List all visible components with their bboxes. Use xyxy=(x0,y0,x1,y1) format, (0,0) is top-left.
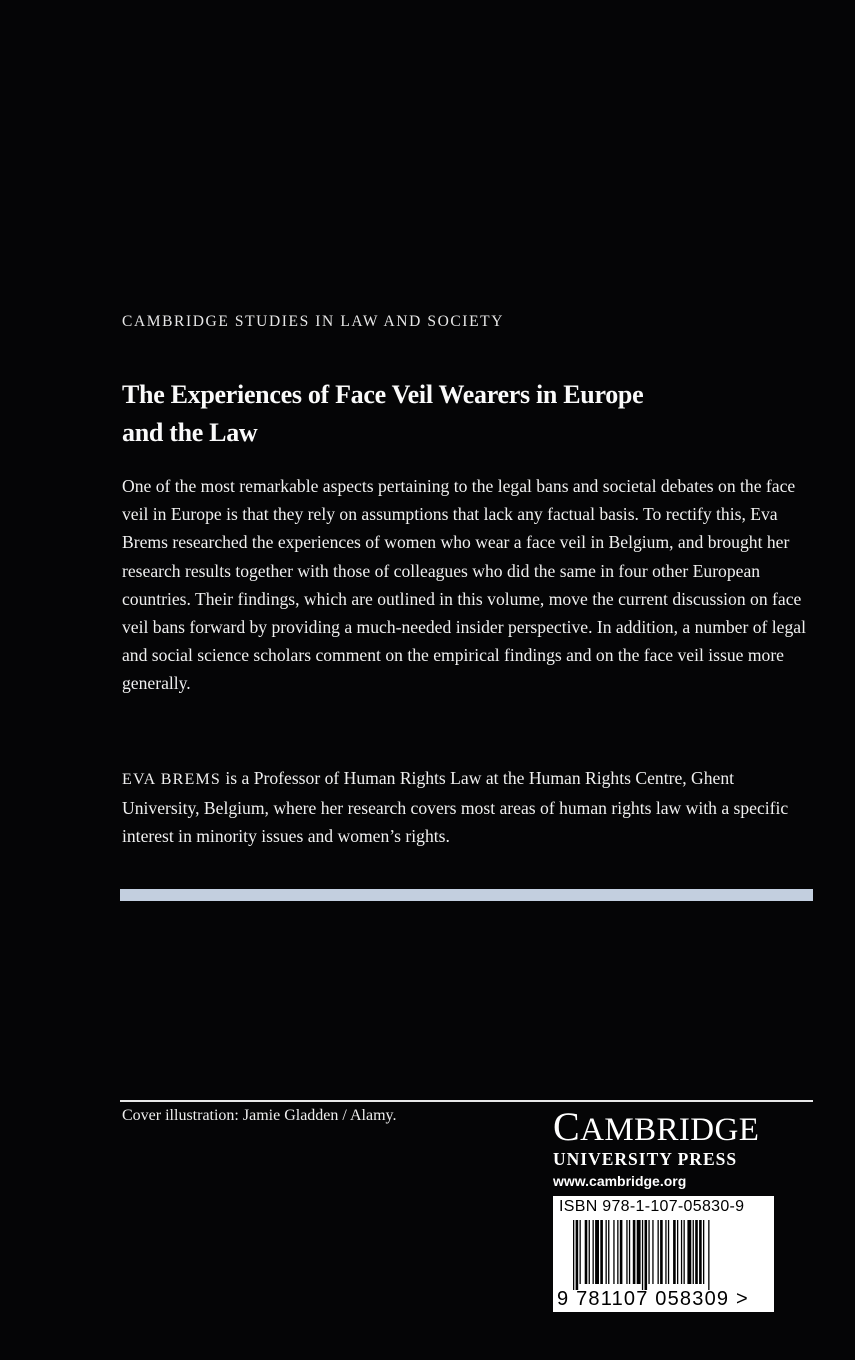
barcode-bar xyxy=(684,1220,685,1284)
series-title: CAMBRIDGE STUDIES IN LAW AND SOCIETY xyxy=(122,313,505,330)
barcode-bar xyxy=(606,1220,607,1284)
publisher-subtitle: UNIVERSITY PRESS xyxy=(553,1149,738,1169)
barcode-bar xyxy=(699,1220,702,1284)
barcode-bar xyxy=(677,1220,678,1284)
publisher-name-initial: C xyxy=(553,1104,581,1149)
barcode-bar xyxy=(642,1220,643,1290)
accent-bar xyxy=(120,889,813,901)
barcode-bar xyxy=(600,1220,603,1284)
barcode-bar xyxy=(665,1220,666,1284)
barcode-digits: 9 781107 058309 > xyxy=(557,1288,749,1310)
barcode-bar xyxy=(593,1220,594,1284)
author-bio xyxy=(122,764,814,851)
barcode-bar xyxy=(687,1220,691,1284)
barcode-bar xyxy=(629,1220,630,1284)
book-title xyxy=(122,376,762,452)
publisher-url: www.cambridge.org xyxy=(553,1173,687,1189)
barcode-bar xyxy=(633,1220,636,1284)
footer-divider xyxy=(120,1100,813,1102)
blurb-paragraph: One of the most remarkable aspects pertaining to the legal bans and societal debates on the face veil in Europe is that they rely on assumptions that lack any factual basis. To rectify this, Eva Brems researched the experiences of women who wear a face veil in Belgium, and brought her research results together with those of colleagues who did the same in four other European countries. Their findings, which are outlined in this volume, move the current discussion on face veil bans forward by providing a much-needed insider perspective. In addition, a number of legal and social science scholars comment on the empirical findings and on the face veil issue more generally. xyxy=(122,476,806,694)
barcode-bar xyxy=(708,1220,709,1290)
barcode-bar xyxy=(681,1220,682,1284)
barcode-bar xyxy=(613,1220,614,1284)
barcode-bar xyxy=(652,1220,653,1284)
barcode-box xyxy=(553,1196,774,1312)
cover-credit: Cover illustration: Jamie Gladden / Alamy. xyxy=(122,1107,397,1124)
barcode-bar xyxy=(668,1220,669,1284)
barcode-bar xyxy=(658,1220,659,1284)
barcode-bar xyxy=(608,1220,609,1284)
barcode-bar xyxy=(595,1220,599,1284)
barcode-bar xyxy=(620,1220,623,1284)
barcode-bar xyxy=(580,1220,581,1284)
barcode-bar xyxy=(648,1220,649,1284)
barcode-bar xyxy=(645,1220,648,1290)
publisher-name xyxy=(553,1104,777,1149)
barcode-bar xyxy=(703,1220,704,1284)
barcode-bar xyxy=(589,1220,590,1284)
book-title-line-1: The Experiences of Face Veil Wearers in Europe xyxy=(122,380,644,409)
barcode-bar xyxy=(626,1220,627,1284)
barcode-bar xyxy=(585,1220,588,1284)
isbn-label: ISBN 978-1-107-05830-9 xyxy=(559,1198,745,1215)
barcode-bar xyxy=(695,1220,698,1284)
barcode-bar xyxy=(617,1220,618,1284)
publisher-name-rest: AMBRIDGE xyxy=(580,1112,760,1148)
barcode-bar xyxy=(637,1220,641,1284)
barcode-bar xyxy=(576,1220,579,1290)
author-name: EVA BREMS xyxy=(122,771,221,788)
barcode-bar xyxy=(573,1220,574,1290)
barcode-bar xyxy=(660,1220,663,1284)
barcode-bar xyxy=(673,1220,676,1284)
barcode-bar xyxy=(693,1220,694,1284)
publisher-logo xyxy=(553,1104,777,1193)
author-bio-text: is a Professor of Human Rights Law at the Human Rights Centre, Ghent University, Belgium, where her research covers most areas of human rights law with a specific interest in minority issues and women’s rights. xyxy=(122,768,789,847)
book-title-line-2: and the Law xyxy=(122,418,258,447)
